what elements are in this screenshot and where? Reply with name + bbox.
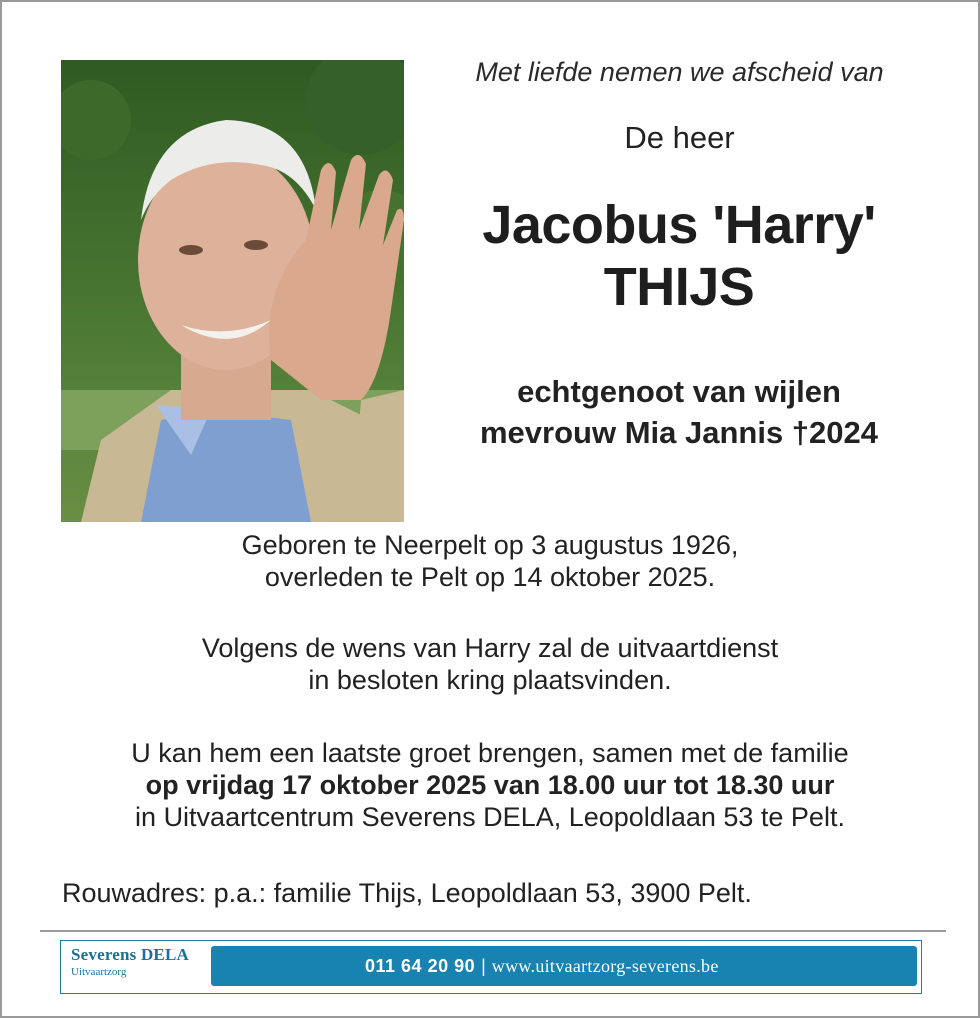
death-line: overleden te Pelt op 14 oktober 2025. xyxy=(264,562,716,592)
logo-subtitle: Uitvaartzorg xyxy=(71,966,127,978)
visitation-datetime: op vrijdag 17 oktober 2025 van 18.00 uur tot 18.30 uur xyxy=(145,770,835,800)
name-line: Jacobus 'Harry' xyxy=(482,195,876,255)
surname-line: THIJS xyxy=(603,257,755,317)
portrait-photo xyxy=(61,60,404,522)
birth-death-info xyxy=(2,529,978,593)
visitation-line: U kan hem een laatste groet brengen, samen met de familie xyxy=(131,738,849,768)
intro-text: Met liefde nemen we afscheid van xyxy=(475,57,884,87)
spouse-line: echtgenoot van wijlen xyxy=(517,374,841,409)
spouse-name-line: mevrouw Mia Jannis †2024 xyxy=(479,415,879,450)
website-link[interactable]: www.uitvaartzorg-severens.be xyxy=(491,955,719,976)
wish-line: in besloten kring plaatsvinden. xyxy=(308,665,672,695)
wish-line: Volgens de wens van Harry zal de uitvaartdienst xyxy=(201,633,779,663)
contact-bar xyxy=(211,946,917,986)
spouse-info xyxy=(414,371,944,453)
funeral-home-logo xyxy=(71,945,211,978)
visitation-info xyxy=(2,737,978,833)
birth-line: Geboren te Neerpelt op 3 augustus 1926, xyxy=(241,530,739,560)
mourning-address: Rouwadres: p.a.: familie Thijs, Leopoldlaan 53, 3900 Pelt. xyxy=(62,878,752,908)
divider xyxy=(40,930,946,932)
separator: | xyxy=(481,955,486,976)
deceased-name xyxy=(414,194,944,318)
logo-brand: Severens DELA xyxy=(71,945,189,964)
salutation: De heer xyxy=(624,120,735,155)
visitation-location: in Uitvaartcentrum Severens DELA, Leopoldlaan 53 te Pelt. xyxy=(135,802,845,832)
phone-number[interactable]: 011 64 20 90 xyxy=(365,955,476,976)
funeral-wish xyxy=(2,632,978,696)
funeral-home-banner xyxy=(60,940,922,994)
